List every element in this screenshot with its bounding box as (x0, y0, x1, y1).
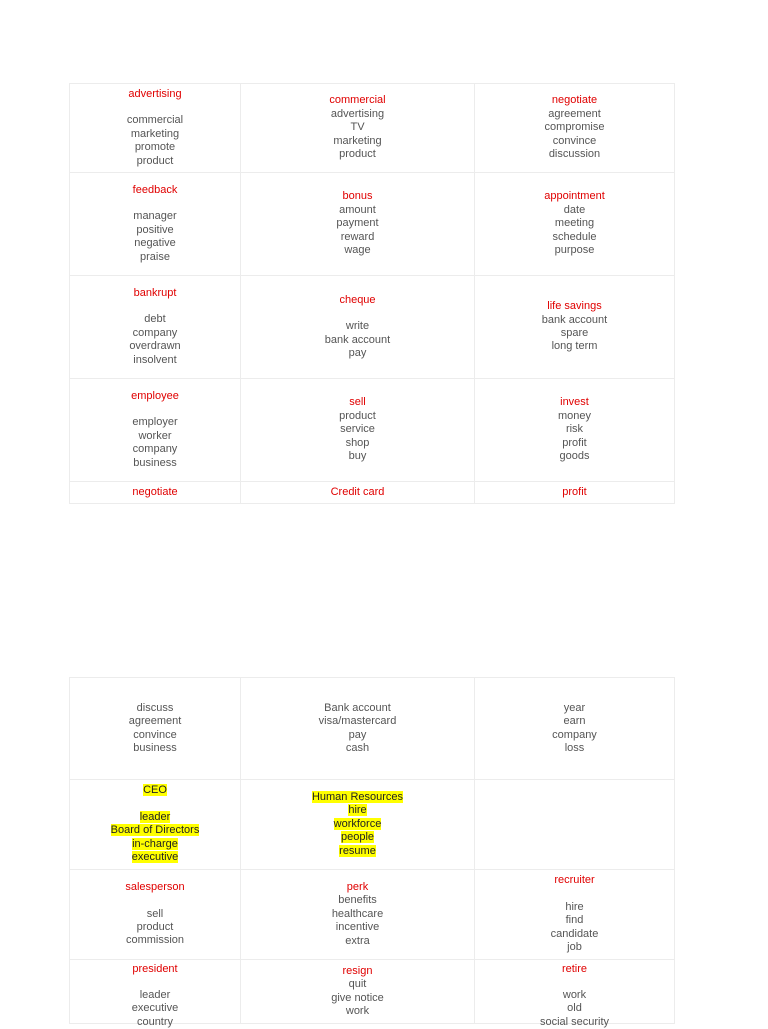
related-word: find (565, 914, 584, 927)
related-word: discuss (136, 701, 174, 714)
head-word: bonus (342, 190, 373, 203)
related-word: purpose (554, 244, 595, 257)
word-group (475, 94, 674, 161)
related-word: pay (348, 346, 367, 359)
word-cell (70, 173, 241, 276)
word-cell (241, 870, 475, 960)
related-word: compromise (544, 121, 605, 134)
head-word: cheque (339, 293, 376, 306)
related-word: Board of Directors (110, 824, 200, 837)
word-cell (70, 276, 241, 379)
blank-line (475, 888, 674, 901)
related-word: worker (138, 429, 172, 442)
related-word: reward (340, 230, 375, 243)
related-word: product (136, 154, 174, 167)
related-word: company (132, 326, 178, 339)
related-word: overdrawn (129, 340, 181, 353)
related-word: social security (539, 1015, 610, 1028)
word-cell (70, 482, 241, 504)
related-word: money (557, 409, 592, 422)
related-word: cash (345, 741, 370, 754)
word-cell (241, 379, 475, 482)
head-word: CEO (143, 784, 167, 797)
related-word: insolvent (133, 353, 177, 366)
word-group (475, 962, 674, 1028)
related-word: business (133, 741, 177, 754)
word-group (241, 791, 474, 858)
related-word: promote (134, 141, 176, 154)
related-word: date (563, 203, 586, 216)
related-word: marketing (333, 134, 382, 147)
table-row (70, 379, 675, 482)
related-word: wage (344, 244, 371, 257)
word-cell (70, 780, 241, 870)
related-word: bank account (541, 313, 608, 326)
related-word: healthcare (331, 907, 384, 920)
related-word: candidate (550, 927, 599, 940)
head-word: employee (131, 389, 179, 402)
head-word: profit (562, 485, 587, 498)
word-group (70, 184, 240, 264)
related-word: extra (345, 934, 370, 947)
related-word: shop (345, 436, 370, 449)
word-cell (475, 173, 675, 276)
head-word: retire (561, 962, 588, 975)
blank-line (70, 403, 240, 416)
word-cell (475, 678, 675, 780)
blank-line (70, 798, 240, 811)
related-word: convince (133, 728, 177, 741)
related-word: job (567, 941, 582, 954)
word-group (70, 486, 240, 499)
related-word: risk (565, 423, 584, 436)
word-cell (241, 276, 475, 379)
word-group (241, 396, 474, 463)
related-word: commercial (126, 114, 184, 127)
related-word: buy (348, 450, 367, 463)
related-word: convince (552, 134, 597, 147)
related-word: work (345, 1004, 370, 1017)
head-word: life savings (547, 300, 602, 313)
related-word: give notice (331, 991, 384, 1004)
word-group (241, 702, 474, 756)
word-cell (241, 780, 475, 870)
word-group (70, 962, 240, 1028)
related-word: hire (565, 900, 584, 913)
head-word: appointment (544, 190, 605, 203)
related-word: bank account (324, 333, 391, 346)
head-word: salesperson (125, 881, 185, 894)
related-word: profit (562, 436, 587, 449)
word-cell (475, 780, 675, 870)
related-word: quit (348, 978, 367, 991)
word-group (241, 965, 474, 1019)
blank-line (70, 895, 240, 908)
word-cell (475, 482, 675, 504)
word-cell (70, 379, 241, 482)
vocabulary-table-2 (69, 677, 675, 1028)
word-group (475, 702, 674, 756)
word-group (241, 94, 474, 161)
related-word: positive (136, 223, 174, 236)
head-word: negotiate (132, 485, 178, 498)
related-word: praise (140, 250, 170, 263)
table-row (70, 84, 675, 173)
related-word: Bank account (324, 701, 391, 714)
related-word: meeting (554, 217, 595, 230)
related-word: earn (563, 715, 586, 728)
related-word: payment (336, 217, 379, 230)
related-word: manager (133, 210, 177, 223)
word-cell (241, 173, 475, 276)
word-cell (475, 276, 675, 379)
head-word: feedback (132, 183, 178, 196)
related-word: country (136, 1015, 174, 1028)
related-word: agreement (548, 107, 601, 120)
related-word: leader (139, 810, 171, 823)
related-word: leader (139, 988, 171, 1001)
head-word: recruiter (554, 874, 595, 887)
table-2-body (70, 678, 675, 1028)
related-word: product (339, 409, 376, 422)
related-word: product (339, 148, 376, 161)
word-group (475, 874, 674, 954)
head-word: resign (342, 964, 373, 977)
head-word: advertising (128, 87, 182, 100)
related-word: debt (144, 313, 166, 326)
word-cell (241, 678, 475, 780)
table-row (70, 870, 675, 960)
word-group (475, 486, 674, 499)
table-row (70, 960, 675, 1024)
related-word: loss (564, 741, 585, 754)
word-group (70, 881, 240, 948)
word-cell (475, 870, 675, 960)
related-word: agreement (128, 715, 182, 728)
word-group (241, 486, 474, 499)
head-word: negotiate (551, 94, 598, 107)
related-word: executive (131, 1002, 179, 1015)
word-group (475, 300, 674, 354)
related-word: discussion (548, 148, 601, 161)
word-group (70, 390, 240, 470)
table-1-body (70, 84, 675, 504)
related-word: negative (134, 237, 176, 250)
related-word: long term (551, 340, 598, 353)
table-row (70, 678, 675, 780)
related-word: incentive (335, 921, 380, 934)
related-word: workforce (333, 817, 382, 830)
related-word: company (552, 728, 597, 741)
word-group (475, 396, 674, 463)
word-group (70, 287, 240, 367)
word-group (475, 190, 674, 257)
related-word: resume (339, 844, 376, 857)
related-word: service (340, 423, 375, 436)
word-cell (70, 678, 241, 780)
head-word: president (132, 962, 178, 975)
table-row (70, 482, 675, 504)
blank-line (70, 101, 240, 114)
related-word: write (345, 320, 370, 333)
vocabulary-table-1 (69, 83, 675, 504)
related-word: spare (560, 327, 589, 339)
word-cell (475, 379, 675, 482)
word-cell (475, 84, 675, 173)
table-row (70, 173, 675, 276)
related-word: in-charge (132, 837, 178, 850)
word-cell (241, 482, 475, 504)
head-word: invest (560, 396, 589, 409)
related-word: work (562, 988, 587, 1001)
related-word: business (133, 456, 177, 469)
word-cell (241, 960, 475, 1024)
word-cell (70, 960, 241, 1028)
related-word: company (132, 443, 178, 456)
related-word: advertising (330, 107, 385, 120)
word-group (241, 881, 474, 948)
related-word: schedule (552, 230, 597, 243)
word-group (70, 88, 240, 168)
related-word: goods (559, 450, 590, 463)
related-word: marketing (130, 127, 180, 140)
word-cell (70, 870, 241, 960)
related-word: pay (348, 728, 367, 741)
table-row (70, 780, 675, 870)
blank-line (70, 976, 240, 989)
head-word: Credit card (330, 485, 385, 498)
word-group (241, 294, 474, 361)
word-group (70, 702, 240, 756)
related-word: old (567, 1002, 582, 1015)
related-word: hire (348, 804, 367, 817)
related-word: TV (350, 121, 365, 134)
blank-line (475, 976, 674, 989)
related-word: employer (132, 416, 178, 429)
blank-line (241, 307, 474, 320)
word-cell (241, 84, 475, 173)
blank-line (70, 300, 240, 313)
head-word: bankrupt (133, 286, 177, 299)
word-group (241, 190, 474, 257)
table-row (70, 276, 675, 379)
related-word: people (340, 831, 375, 844)
word-cell (475, 960, 675, 1028)
related-word: visa/mastercard (318, 715, 397, 728)
word-cell (70, 84, 241, 173)
blank-line (70, 197, 240, 210)
head-word: commercial (329, 94, 386, 107)
related-word: commission (125, 934, 185, 947)
related-word: executive (131, 851, 179, 864)
related-word: benefits (338, 894, 377, 907)
related-word: product (136, 921, 174, 933)
head-word: perk (346, 880, 369, 893)
head-word: sell (349, 396, 366, 409)
head-word: Human Resources (311, 790, 404, 803)
related-word: year (563, 701, 586, 714)
related-word: amount (339, 203, 376, 216)
related-word: sell (146, 907, 164, 920)
word-group (70, 784, 240, 864)
